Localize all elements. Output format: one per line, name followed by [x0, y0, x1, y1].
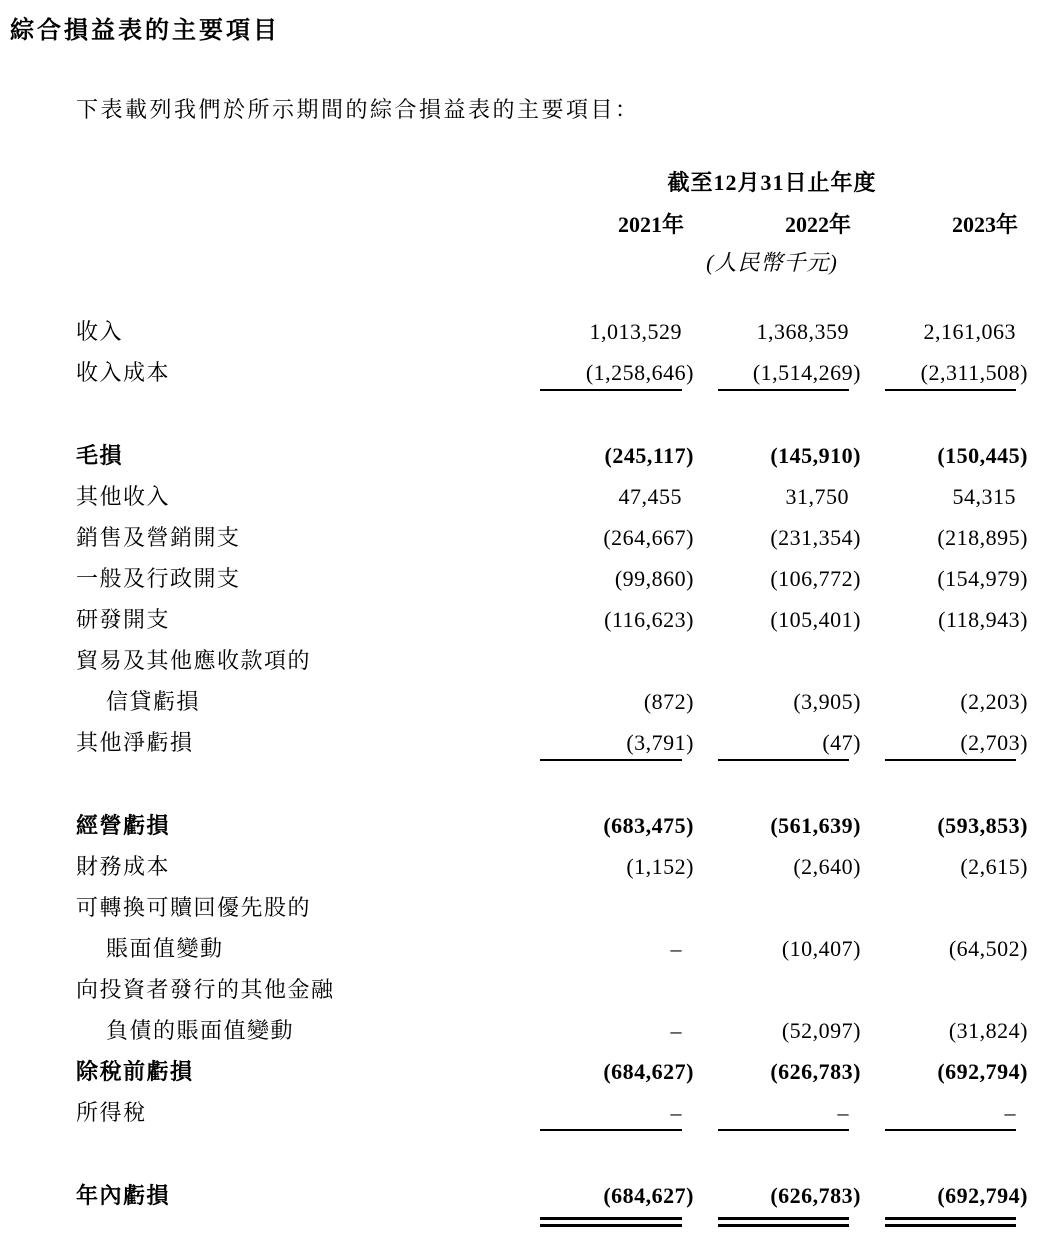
value-cell-2021 [516, 681, 694, 722]
value-2021: (245,117) [604, 443, 694, 468]
value-cell-2022 [694, 558, 861, 599]
value-cell-2023 [861, 311, 1028, 352]
value-cell-2023 [861, 969, 1028, 1010]
double-rule [540, 1217, 682, 1227]
row-label: 毛損 [76, 443, 124, 468]
spacer-row [76, 1141, 1028, 1175]
table-row [76, 722, 1028, 771]
table-row [76, 435, 1028, 476]
table-row [76, 805, 1028, 846]
value-2023: (31,824) [948, 1018, 1028, 1043]
value-cell-2021 [516, 928, 694, 969]
value-2023: (2,703) [960, 730, 1028, 755]
value-cell-2023 [861, 599, 1028, 640]
value-cell-2023 [861, 846, 1028, 887]
header-label-spacer [76, 246, 516, 277]
value-2021: (684,627) [603, 1183, 694, 1208]
value-2022: (1,514,269) [752, 360, 861, 385]
value-2021: (872) [643, 689, 694, 714]
value-cell-2021 [516, 517, 694, 558]
single-rule [885, 759, 1016, 761]
value-2021: (1,258,646) [585, 360, 694, 385]
value-cell-2021 [516, 599, 694, 640]
value-cell-2022 [694, 476, 861, 517]
value-2021: – [670, 1100, 682, 1125]
table-row [76, 640, 1028, 681]
value-cell-2022 [694, 435, 861, 476]
value-2023: 2,161,063 [923, 319, 1016, 344]
row-label: 一般及行政開支 [76, 566, 241, 591]
value-2023: (150,445) [937, 443, 1028, 468]
value-2022: (106,772) [770, 566, 861, 591]
table-row [76, 599, 1028, 640]
row-label: 可轉換可贖回優先股的 [76, 895, 312, 920]
period-header-row [76, 166, 1028, 197]
value-cell-2021 [516, 969, 694, 1010]
table-row [76, 1010, 1028, 1051]
value-2023: (64,502) [948, 936, 1028, 961]
intro-paragraph: 下表載列我們於所示期間的綜合損益表的主要項目： [76, 97, 640, 122]
double-rule [718, 1217, 849, 1227]
table-row [76, 517, 1028, 558]
spacer-row [76, 401, 1028, 435]
spacer-row [76, 771, 1028, 805]
table-row [76, 681, 1028, 722]
income-statement-table [76, 166, 1028, 1233]
value-2021: (684,627) [603, 1059, 694, 1084]
value-cell-2022 [694, 928, 861, 969]
value-cell-2023 [861, 805, 1028, 846]
value-2022: – [837, 1100, 849, 1125]
value-cell-2022 [694, 1092, 861, 1141]
value-cell-2023 [861, 517, 1028, 558]
double-rule [885, 1217, 1016, 1227]
value-cell-2022 [694, 969, 861, 1010]
value-2023: (2,311,508) [920, 360, 1028, 385]
value-2021: 1,013,529 [589, 319, 682, 344]
row-label: 負債的賬面值變動 [106, 1018, 295, 1043]
row-label: 收入 [76, 319, 124, 344]
row-label: 收入成本 [76, 360, 171, 385]
value-cell-2023 [861, 640, 1028, 681]
value-2022: (105,401) [770, 607, 861, 632]
value-cell-2022 [694, 805, 861, 846]
value-2022: (10,407) [781, 936, 861, 961]
row-label: 財務成本 [76, 854, 171, 879]
value-cell-2022 [694, 352, 861, 401]
value-2022: (626,783) [770, 1183, 861, 1208]
value-cell-2023 [861, 435, 1028, 476]
value-cell-2023 [861, 476, 1028, 517]
value-cell-2021 [516, 846, 694, 887]
value-2021: (1,152) [626, 854, 694, 879]
unit-note-row [76, 246, 1028, 277]
row-label: 貿易及其他應收款項的 [76, 648, 312, 673]
year-header-2023: 2023年 [951, 212, 1018, 237]
income-table-body [76, 311, 1028, 1233]
value-cell-2021 [516, 311, 694, 352]
value-2022: (145,910) [770, 443, 861, 468]
single-rule [540, 1129, 682, 1131]
row-label: 賬面值變動 [106, 936, 224, 961]
header-label-spacer [76, 208, 516, 239]
single-rule [885, 1129, 1016, 1131]
value-cell-2023 [861, 722, 1028, 771]
row-label: 研發開支 [76, 607, 171, 632]
value-cell-2021 [516, 1092, 694, 1141]
page-title: 綜合損益表的主要項目 [10, 17, 280, 44]
table-row [76, 1175, 1028, 1233]
value-2021: (99,860) [614, 566, 694, 591]
value-cell-2021 [516, 1175, 694, 1233]
value-2022: (626,783) [770, 1059, 861, 1084]
value-2021: 47,455 [618, 484, 682, 509]
value-cell-2022 [694, 1010, 861, 1051]
value-cell-2022 [694, 846, 861, 887]
row-label: 向投資者發行的其他金融 [76, 977, 335, 1002]
year-header-2021: 2021年 [617, 212, 684, 237]
value-cell-2023 [861, 1051, 1028, 1092]
value-cell-2023 [861, 681, 1028, 722]
value-cell-2021 [516, 640, 694, 681]
value-cell-2021 [516, 352, 694, 401]
value-2023: (692,794) [937, 1183, 1028, 1208]
value-2023: (154,979) [937, 566, 1028, 591]
year-header-row [76, 208, 1028, 239]
table-row [76, 928, 1028, 969]
period-header: 截至12月31日止年度 [667, 170, 877, 195]
row-label: 除稅前虧損 [76, 1059, 194, 1084]
table-row [76, 887, 1028, 928]
year-header-2022: 2022年 [784, 212, 851, 237]
single-rule [540, 759, 682, 761]
single-rule [718, 759, 849, 761]
value-cell-2023 [861, 928, 1028, 969]
row-label: 其他淨虧損 [76, 730, 194, 755]
table-row [76, 1092, 1028, 1141]
table-row [76, 846, 1028, 887]
unit-note: (人民幣千元) [706, 250, 838, 275]
value-2022: (47) [822, 730, 861, 755]
value-cell-2022 [694, 311, 861, 352]
value-2021: (116,623) [604, 607, 694, 632]
row-label: 其他收入 [76, 484, 171, 509]
single-rule [718, 389, 849, 391]
row-label: 所得稅 [76, 1100, 147, 1125]
row-label: 銷售及營銷開支 [76, 525, 241, 550]
value-2023: (118,943) [938, 607, 1028, 632]
value-cell-2022 [694, 681, 861, 722]
value-2022: (3,905) [793, 689, 861, 714]
value-cell-2023 [861, 1175, 1028, 1233]
value-cell-2022 [694, 722, 861, 771]
value-cell-2021 [516, 435, 694, 476]
value-cell-2023 [861, 352, 1028, 401]
value-cell-2021 [516, 887, 694, 928]
table-row [76, 1051, 1028, 1092]
value-cell-2022 [694, 1051, 861, 1092]
table-row [76, 476, 1028, 517]
value-2023: (692,794) [937, 1059, 1028, 1084]
value-cell-2022 [694, 517, 861, 558]
value-cell-2021 [516, 805, 694, 846]
single-rule [885, 389, 1016, 391]
table-row [76, 311, 1028, 352]
value-cell-2022 [694, 887, 861, 928]
value-cell-2022 [694, 640, 861, 681]
value-2021: (264,667) [603, 525, 694, 550]
value-2023: – [1004, 1100, 1016, 1125]
value-2022: 31,750 [785, 484, 849, 509]
value-cell-2022 [694, 599, 861, 640]
value-2023: (2,615) [960, 854, 1028, 879]
value-2022: 1,368,359 [756, 319, 849, 344]
value-2022: (231,354) [770, 525, 861, 550]
table-row [76, 352, 1028, 401]
value-cell-2023 [861, 1010, 1028, 1051]
value-2021: (683,475) [603, 813, 694, 838]
value-cell-2023 [861, 1092, 1028, 1141]
value-cell-2021 [516, 1051, 694, 1092]
value-2023: (2,203) [960, 689, 1028, 714]
value-2023: 54,315 [952, 484, 1016, 509]
value-2023: (593,853) [937, 813, 1028, 838]
table-row [76, 558, 1028, 599]
value-cell-2021 [516, 558, 694, 599]
row-label: 信貸虧損 [106, 689, 201, 714]
value-cell-2021 [516, 1010, 694, 1051]
value-2021: (3,791) [626, 730, 694, 755]
value-cell-2023 [861, 558, 1028, 599]
value-cell-2021 [516, 722, 694, 771]
value-cell-2023 [861, 887, 1028, 928]
table-row [76, 969, 1028, 1010]
value-cell-2022 [694, 1175, 861, 1233]
value-2022: (52,097) [781, 1018, 861, 1043]
value-2023: (218,895) [937, 525, 1028, 550]
value-2021: – [670, 1018, 682, 1043]
value-2021: – [670, 936, 682, 961]
value-2022: (561,639) [770, 813, 861, 838]
single-rule [718, 1129, 849, 1131]
header-label-spacer [76, 166, 516, 197]
single-rule [540, 389, 682, 391]
row-label: 年內虧損 [76, 1183, 171, 1208]
row-label: 經營虧損 [76, 813, 171, 838]
value-cell-2021 [516, 476, 694, 517]
value-2022: (2,640) [793, 854, 861, 879]
